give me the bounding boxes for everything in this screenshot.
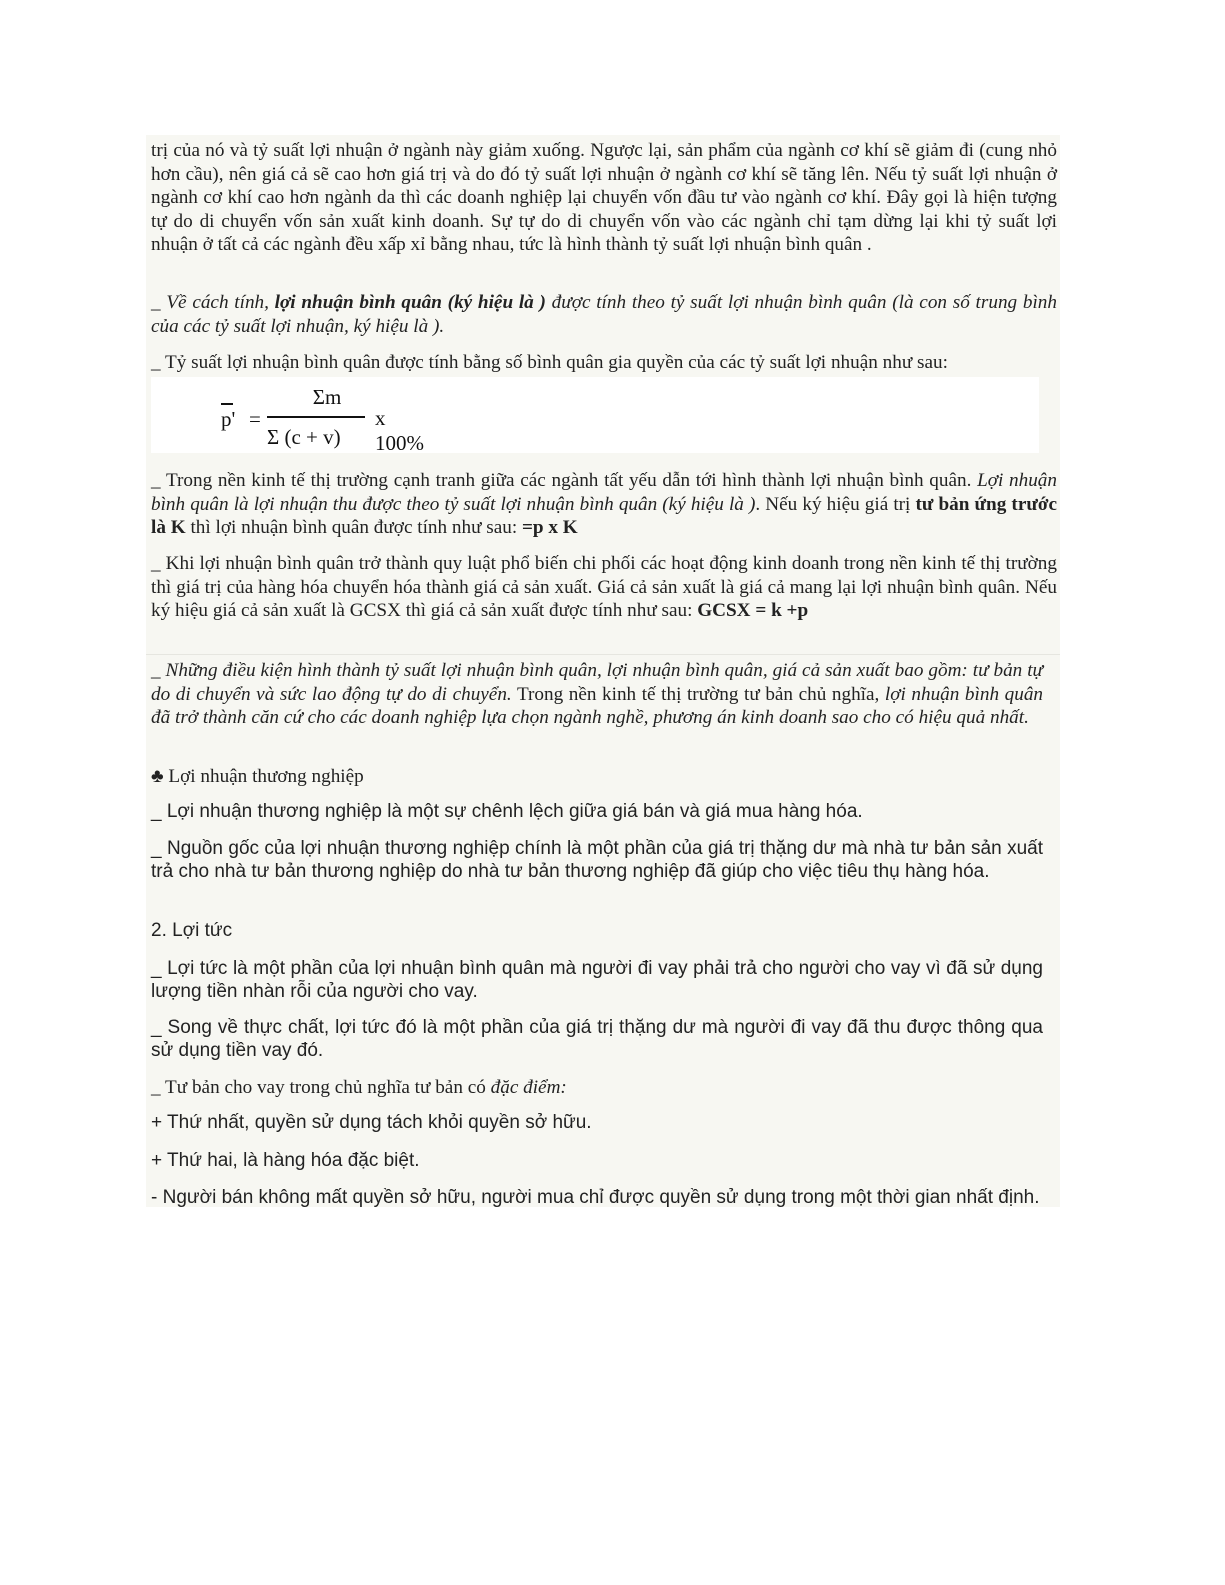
heading-commercial-profit: ♣ Lợi nhuận thương nghiệp [151, 766, 364, 787]
document-body [146, 135, 1060, 1207]
formula-lhs: p' [221, 407, 236, 431]
heading-interest: 2. Lợi tức [151, 920, 233, 941]
paragraph-conditions: _ Những điều kiện hình thành tỷ suất lợi nhuận bình quân, lợi nhuận bình quân, giá cả sản xuất bao gồm: tư bản tự do di chuyển và sức lao động tự do di chuyển. Trong nền kinh tế thị trường tư bản chủ nghĩa, lợi nhuận bình quân đã trở thành căn cứ cho các doanh nghiệp lựa chọn ngành nghề, phương án kinh doanh sao cho có hiệu quả nhất. [151, 660, 1044, 729]
paragraph-interest-essence: _ Song về thực chất, lợi tức đó là một phần của giá trị thặng dư mà người đi vay đã thu được thông qua sử dụng tiền vay đó. [151, 1017, 1043, 1061]
paragraph-commercial-profit-origin: _ Nguồn gốc của lợi nhuận thương nghiệp chính là một phần của giá trị thặng dư mà nhà tư bản sản xuất trả cho nhà tư bản thương nghiệp do nhà tư bản thương nghiệp đã giúp cho việc tiêu thụ hàng hóa. [151, 838, 1043, 882]
paragraph-seller-buyer: - Người bán không mất quyền sở hữu, người mua chỉ được quyền sử dụng trong một thời gian nhất định. [151, 1187, 1040, 1207]
paragraph-interest-def: _ Lợi tức là một phần của lợi nhuận bình quân mà người đi vay phải trả cho người cho vay vì đã sử dụng lượng tiền nhàn rỗi của người cho vay. [151, 958, 1043, 1002]
formula-percent: x 100% [375, 406, 424, 455]
paragraph-production-price: _ Khi lợi nhuận bình quân trở thành quy luật phổ biến chi phối các hoạt động kinh doanh trong nền kinh tế thị trường thì giá trị của hàng hóa chuyển hóa thành giá cả sản xuất. Giá cả sản xuất là giá cả mang lại lợi nhuận bình quân. Nếu ký hiệu giá cả sản xuất là GCSX thì giá cả sản xuất được tính như sau: GCSX = k +p [151, 553, 1057, 622]
formula-fraction-line [267, 416, 365, 418]
paragraph-commercial-profit-def: _ Lợi nhuận thương nghiệp là một sự chênh lệch giữa giá bán và giá mua hàng hóa. [151, 801, 863, 822]
paragraph-average-profit: _ Trong nền kinh tế thị trường cạnh tranh giữa các ngành tất yếu dẫn tới hình thành lợi nhuận bình quân. Lợi nhuận bình quân là lợi nhuận thu được theo tỷ suất lợi nhuận bình quân (ký hiệu là ). Nếu ký hiệu giá trị tư bản ứng trước là K thì lợi nhuận bình quân được tính như sau: =p x K [151, 470, 1057, 539]
formula-image [151, 377, 1039, 453]
formula-overline [221, 403, 233, 405]
formula-numerator: Σm [312, 385, 342, 409]
paragraph-calculation: _ Về cách tính, lợi nhuận bình quân (ký hiệu là ) được tính theo tỷ suất lợi nhuận bình quân (là con số trung bình của các tỷ suất lợi nhuận, ký hiệu là ). [151, 292, 1057, 337]
divider [146, 654, 1060, 655]
list-item-second: + Thứ hai, là hàng hóa đặc biệt. [151, 1150, 420, 1171]
paragraph-loan-capital: _ Tư bản cho vay trong chủ nghĩa tư bản có đặc điểm: [151, 1077, 567, 1098]
list-item-first: + Thứ nhất, quyền sử dụng tách khỏi quyền sở hữu. [151, 1112, 592, 1133]
paragraph-average-rate-intro: _ Tỷ suất lợi nhuận bình quân được tính bằng số bình quân gia quyền của các tỷ suất lợi nhuận như sau: [151, 352, 948, 373]
paragraph-capital-movement: trị của nó và tỷ suất lợi nhuận ở ngành này giảm xuống. Ngược lại, sản phẩm của ngành cơ khí sẽ giảm đi (cung nhỏ hơn cầu), nên giá cả sẽ cao hơn giá trị và do đó tỷ suất lợi nhuận ở ngành cơ khí sẽ tăng lên. Nếu tỷ suất lợi nhuận ở ngành cơ khí cao hơn ngành da thì các doanh nghiệp lại chuyển vốn đầu tư vào ngành cơ khí. Đây gọi là hiện tượng tự do di chuyển vốn sản xuất kinh doanh. Sự tự do di chuyển vốn vào các ngành chỉ tạm dừng lại khi tỷ suất lợi nhuận ở tất cả các ngành đều xấp xỉ bằng nhau, tức là hình thành tỷ suất lợi nhuận bình quân . [151, 140, 1057, 256]
formula-equals: = [249, 407, 261, 431]
formula-denominator: Σ (c + v) [267, 425, 341, 449]
